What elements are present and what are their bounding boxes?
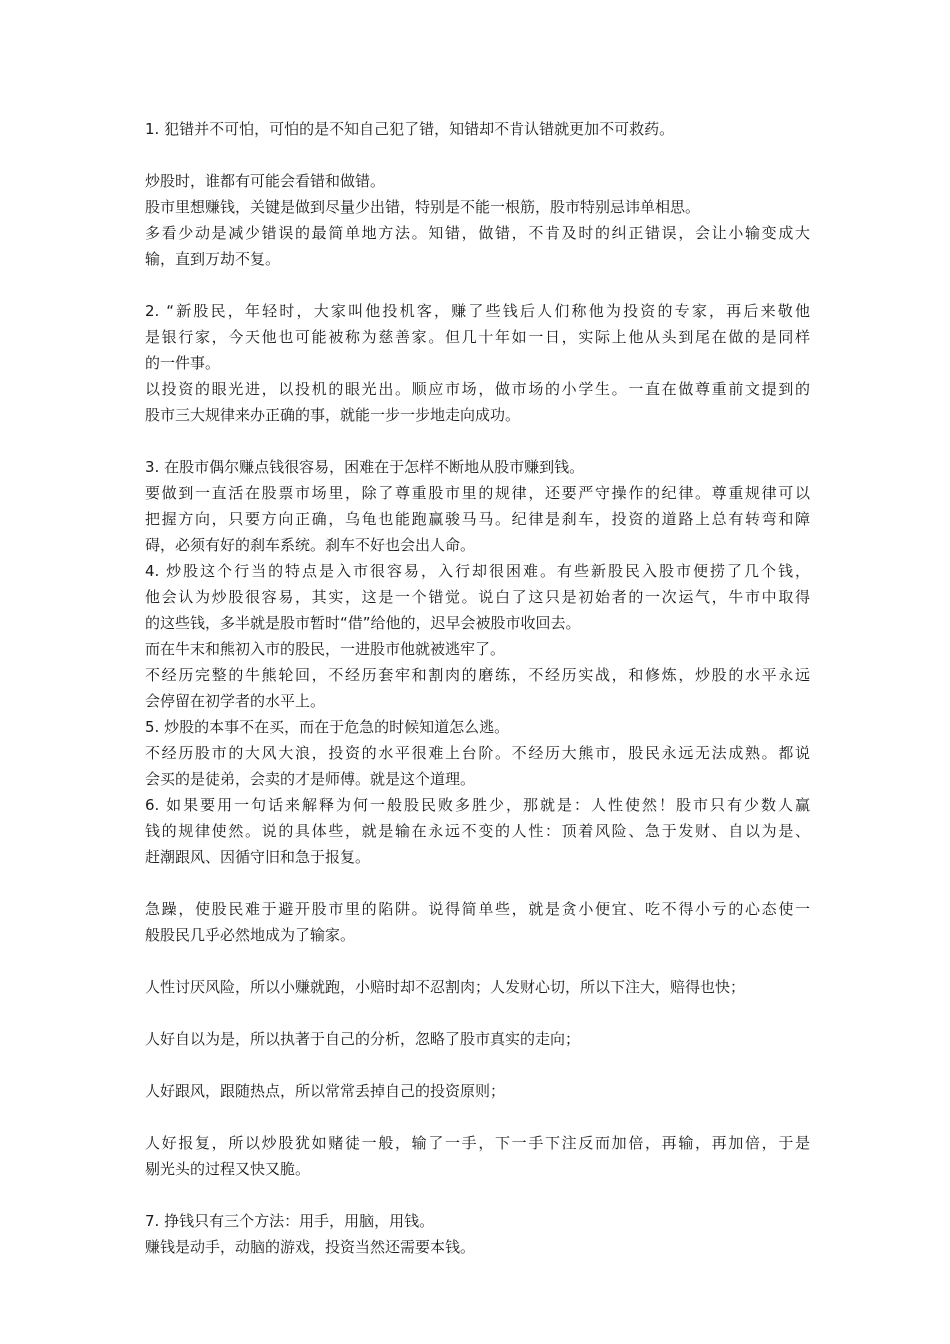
text-line: 多看少动是减少错误的最简单地方法。知错，做错，不肯及时的纠正错误，会让小输变成大 [145,224,810,242]
text-line: 6. 如果要用一句话来解释为何一般股民败多胜少，那就是：人性使然！股市只有少数人赢 [145,796,810,814]
blank-line [145,1052,810,1078]
text-line: 会买的是徒弟，会卖的才是师傅。就是这个道理。 [145,770,476,788]
text-line: 赚钱是动手，动脑的游戏，投资当然还需要本钱。 [145,1238,476,1256]
text-line: 人好报复，所以炒股犹如赌徒一般，输了一手，下一手下注反而加倍，再输，再加倍，于是 [145,1134,810,1152]
text-line: 人好跟风，跟随热点，所以常常丢掉自己的投资原则； [145,1082,506,1100]
blank-line [145,1182,810,1208]
text-line: 赶潮跟风、因循守旧和急于报复。 [145,848,371,866]
text-line: 的这些钱，多半就是股市暂时“借”给他的，迟早会被股市收回去。 [145,614,581,632]
text-line: 3. 在股市偶尔赚点钱很容易，困难在于怎样不断地从股市赚到钱。 [145,458,585,476]
text-line: 急躁，使股民难于避开股市里的陷阱。说得简单些，就是贪小便宜、吃不得小亏的心态使一 [145,900,810,918]
text-line: 不经历股市的大风大浪，投资的水平很难上台阶。不经历大熊市，股民永远无法成熟。都说 [145,744,810,762]
blank-line [145,428,810,454]
text-line: 而在牛末和熊初入市的股民，一进股市他就被逃牢了。 [145,640,506,658]
document-body [145,116,810,1260]
text-line: 1. 犯错并不可怕，可怕的是不知自己犯了错，知错却不肯认错就更加不可救药。 [145,120,675,138]
blank-line [145,1000,810,1026]
text-line: 炒股时，谁都有可能会看错和做错。 [145,172,386,190]
text-line: 钱的规律使然。说的具体些，就是输在永远不变的人性：顶着风险、急于发财、自以为是、 [145,822,810,840]
text-line: 人好自以为是，所以执著于自己的分析，忽略了股市真实的走向； [145,1030,581,1048]
blank-line [145,870,810,896]
text-line: 般股民几乎必然地成为了输家。 [145,926,356,944]
text-line: 不经历完整的牛熊轮回，不经历套牢和割肉的磨练，不经历实战，和修炼，炒股的水平永远 [145,666,810,684]
blank-line [145,272,810,298]
text-line: 剔光头的过程又快又脆。 [145,1160,311,1178]
text-line: 股市三大规律来办正确的事，就能一步一步地走向成功。 [145,406,521,424]
text-line: 股市里想赚钱，关键是做到尽量少出错，特别是不能一根筋，股市特别忌讳单相思。 [145,198,701,216]
blank-line [145,948,810,974]
text-line: 把握方向，只要方向正确，乌龟也能跑赢骏马马。纪律是刹车，投资的道路上总有转弯和障 [145,510,810,528]
blank-line [145,142,810,168]
blank-line [145,1104,810,1130]
text-line: 5. 炒股的本事不在买，而在于危急的时候知道怎么逃。 [145,718,510,736]
text-line: 会停留在初学者的水平上。 [145,692,326,710]
text-line: 要做到一直活在股票市场里，除了尊重股市里的规律，还要严守操作的纪律。尊重规律可以 [145,484,810,502]
text-line: 是银行家，今天他也可能被称为慈善家。但几十年如一日，实际上他从头到尾在做的是同样 [145,328,810,346]
text-line: 2. “新股民，年轻时，大家叫他投机客，赚了些钱后人们称他为投资的专家，再后来敬他 [145,302,810,320]
text-line: 人性讨厌风险，所以小赚就跑，小赔时却不忍割肉；人发财心切，所以下注大，赔得也快； [145,978,746,996]
text-line: 他会认为炒股很容易，其实，这是一个错觉。说白了这只是初始者的一次运气，牛市中取得 [145,588,810,606]
text-line: 碍，必须有好的刹车系统。刹车不好也会出人命。 [145,536,476,554]
text-line: 输，直到万劫不复。 [145,250,281,268]
text-line: 以投资的眼光进，以投机的眼光出。顺应市场，做市场的小学生。一直在做尊重前文提到的 [145,380,810,398]
text-line: 的一件事。 [145,354,221,372]
text-line: 4. 炒股这个行当的特点是入市很容易，入行却很困难。有些新股民入股市便捞了几个钱， [145,562,810,580]
text-line: 7. 挣钱只有三个方法：用手，用脑，用钱。 [145,1212,435,1230]
